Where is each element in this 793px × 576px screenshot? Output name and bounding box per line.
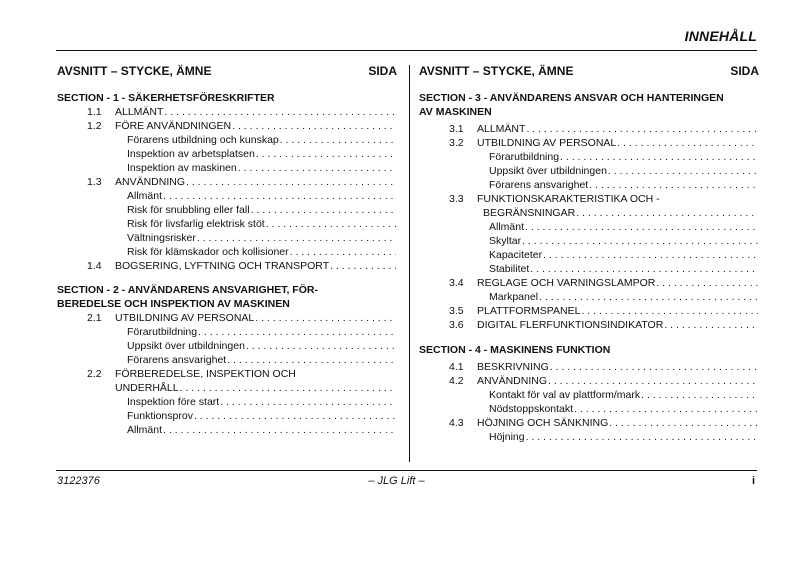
toc-subentry — [57, 423, 397, 437]
entry-label: Inspektion av arbetsplatsen — [127, 148, 255, 160]
entry-label: UTBILDNING AV PERSONAL — [477, 137, 617, 149]
entry-label: UNDERHÅLL — [115, 382, 179, 394]
footer-doc-number: 3122376 — [57, 475, 100, 487]
entry-label: Nödstoppskontakt — [489, 403, 574, 415]
entry-number: 3.6 — [449, 319, 464, 331]
toc-subentry — [419, 430, 759, 444]
entry-number: 1.3 — [87, 176, 102, 188]
footer-rule — [56, 470, 757, 471]
header-rule — [56, 50, 757, 51]
section-title: SECTION - 3 - ANVÄNDARENS ANSVAR OCH HANTERINGEN — [419, 92, 724, 104]
entry-label: Risk för livsfarlig elektrisk stöt — [127, 218, 265, 230]
toc-column-right — [419, 63, 759, 444]
entry-label: Förarutbildning — [489, 151, 560, 163]
entry-label: Kontakt för val av plattform/mark — [489, 389, 641, 401]
entry-label: Allmänt — [127, 190, 163, 202]
entry-label: HÖJNING OCH SÄNKNING — [477, 417, 609, 429]
entry-label: BESKRIVNING — [477, 361, 549, 373]
entry-label: Skyltar — [489, 235, 522, 247]
section-title: SECTION - 4 - MASKINENS FUNKTION — [419, 344, 611, 356]
column-header-topic: AVSNITT – STYCKE, ÄMNE — [419, 64, 574, 78]
footer-page-number: i — [751, 475, 755, 487]
toc-column-left — [57, 63, 397, 437]
section-title: SECTION - 2 - ANVÄNDARENS ANSVARIGHET, FÖR- — [57, 284, 318, 296]
section-title-cont: AV MASKINEN — [419, 106, 492, 118]
entry-label: Uppsikt över utbildningen — [127, 340, 245, 352]
document-title: INNEHÅLL — [684, 28, 757, 44]
entry-number: 3.5 — [449, 305, 464, 317]
entry-label: REGLAGE OCH VARNINGSLAMPOR — [477, 277, 656, 289]
entry-label: FUNKTIONSKARAKTERISTIKA OCH - — [477, 193, 660, 205]
entry-label: Inspektion före start — [127, 396, 220, 408]
column-header-topic: AVSNITT – STYCKE, ÄMNE — [57, 64, 212, 78]
entry-label: BOGSERING, LYFTNING OCH TRANSPORT — [115, 260, 330, 272]
section-title-cont: BEREDELSE OCH INSPEKTION AV MASKINEN — [57, 298, 290, 310]
entry-label: ALLMÄNT — [477, 123, 526, 135]
entry-number: 2.1 — [87, 312, 102, 324]
entry-label: Markpanel — [489, 291, 539, 303]
entry-label: Förarutbildning — [127, 326, 198, 338]
entry-label: Risk för klämskador och kollisioner — [127, 246, 289, 258]
entry-label: Uppsikt över utbildningen — [489, 165, 607, 177]
entry-label: Höjning — [489, 431, 525, 443]
section-title: SECTION - 1 - SÄKERHETSFÖRESKRIFTER — [57, 92, 275, 104]
entry-label: PLATTFORMSPANEL — [477, 305, 581, 317]
entry-label: FÖRBEREDELSE, INSPEKTION OCH — [115, 368, 296, 380]
entry-label: Funktionsprov — [127, 410, 193, 422]
entry-label: FÖRE ANVÄNDNINGEN — [115, 120, 232, 132]
entry-label: ANVÄNDNING — [477, 375, 548, 387]
entry-number: 1.4 — [87, 260, 102, 272]
entry-number: 3.3 — [449, 193, 464, 205]
entry-label: Förarens utbildning och kunskap — [127, 134, 279, 146]
entry-number: 4.2 — [449, 375, 464, 387]
entry-number: 4.3 — [449, 417, 464, 429]
entry-number: 3.4 — [449, 277, 464, 289]
entry-label: Allmänt — [127, 424, 163, 436]
entry-page — [419, 63, 793, 576]
entry-label: DIGITAL FLERFUNKTIONSINDIKATOR — [477, 319, 664, 331]
entry-label: Stabilitet — [489, 263, 530, 275]
entry-label: ALLMÄNT — [115, 106, 164, 118]
entry-label: ANVÄNDNING — [115, 176, 186, 188]
entry-number: 1.2 — [87, 120, 102, 132]
column-header-page: SIDA — [368, 64, 397, 78]
entry-number: 2.2 — [87, 368, 102, 380]
entry-number: 3.2 — [449, 137, 464, 149]
entry-number: 3.1 — [449, 123, 464, 135]
footer-brand: – JLG Lift – — [368, 475, 425, 487]
entry-label: BEGRÄNSNINGAR — [483, 207, 576, 219]
entry-label: Inspektion av maskinen — [127, 162, 237, 174]
entry-label: Allmänt — [489, 221, 525, 233]
entry-number: 1.1 — [87, 106, 102, 118]
entry-label: Kapaciteter — [489, 249, 543, 261]
entry-label: Förarens ansvarighet — [127, 354, 227, 366]
entry-number: 4.1 — [449, 361, 464, 373]
column-header-page: SIDA — [730, 64, 759, 78]
entry-label: Vältningsrisker — [127, 232, 196, 244]
entry-label: Risk för snubbling eller fall — [127, 204, 250, 216]
entry-label: UTBILDNING AV PERSONAL — [115, 312, 255, 324]
entry-label: Förarens ansvarighet — [489, 179, 589, 191]
